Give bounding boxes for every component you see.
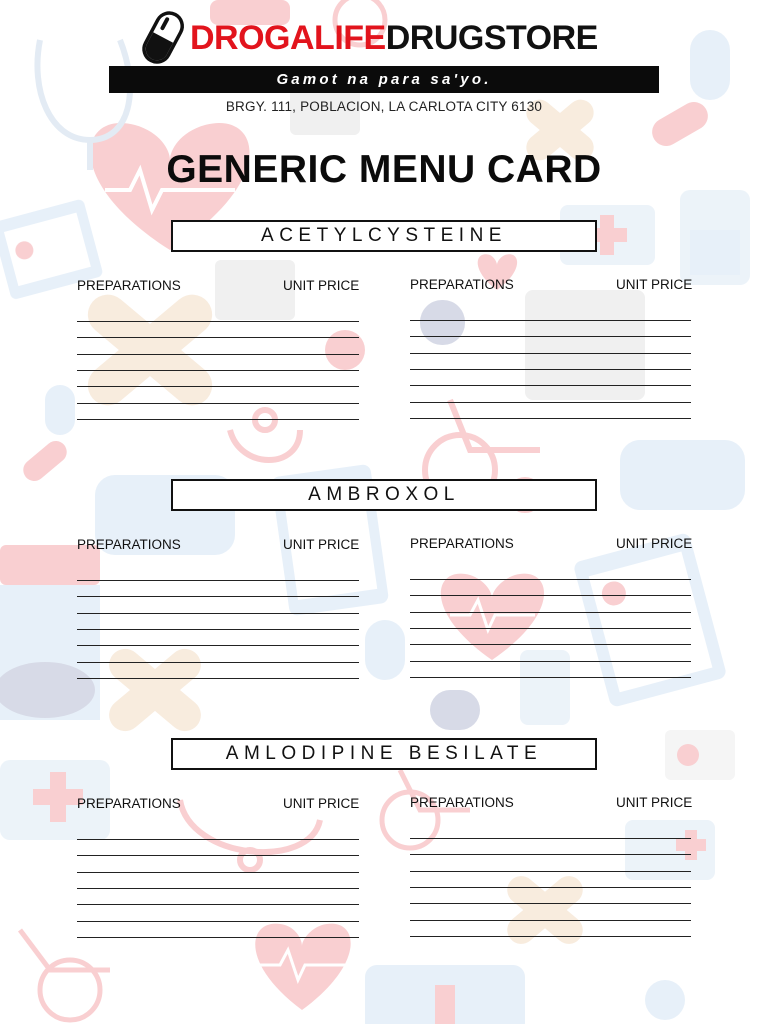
entry-line [77,645,359,646]
entry-line [77,872,359,873]
entry-line [410,369,691,370]
entry-line [77,904,359,905]
entry-line [77,839,359,840]
generic-name: AMBROXOL [308,484,460,505]
generic-name: ACETYLCYSTEINE [261,225,507,246]
entry-line [410,320,691,321]
entry-line [410,595,691,596]
entry-line [77,354,359,355]
generic-name: AMLODIPINE BESILATE [225,743,543,764]
entry-line [410,854,691,855]
entry-line [77,855,359,856]
tagline-bar [109,66,659,93]
entry-line [410,402,691,403]
brand-name-black: DRUGSTORE [385,19,598,57]
entry-line [410,871,691,872]
entry-line [410,418,691,419]
entry-line [410,677,691,678]
capsule-logo-icon [140,9,188,67]
generic-name-box [171,479,597,511]
entry-line [410,920,691,921]
unit-price-header: UNIT PRICE [283,796,360,811]
preparations-header: PREPARATIONS [77,278,181,293]
entry-line [410,353,691,354]
entry-line [410,612,691,613]
entry-line [77,613,359,614]
unit-price-header: UNIT PRICE [283,278,360,293]
preparations-header: PREPARATIONS [410,795,514,810]
entry-line [77,580,359,581]
entry-line [410,644,691,645]
entry-line [77,337,359,338]
entry-line [77,888,359,889]
store-address: BRGY. 111, POBLACION, LA CARLOTA CITY 6130 [225,99,543,114]
preparations-header: PREPARATIONS [77,537,181,552]
brand-name-red: DROGALIFE [190,19,386,57]
entry-line [77,921,359,922]
entry-line [77,321,359,322]
brand-logo [140,8,598,68]
entry-line [77,662,359,663]
entry-line [410,385,691,386]
entry-line [77,419,359,420]
entry-line [410,661,691,662]
unit-price-header: UNIT PRICE [616,795,693,810]
entry-line [410,838,691,839]
entry-line [410,628,691,629]
unit-price-header: UNIT PRICE [616,277,693,292]
preparations-header: PREPARATIONS [77,796,181,811]
page-title: GENERIC MENU CARD [166,148,602,191]
entry-line [77,629,359,630]
entry-line [410,936,691,937]
tagline: Gamot na para sa'yo. [276,71,492,88]
unit-price-header: UNIT PRICE [616,536,693,551]
entry-line [77,937,359,938]
entry-line [77,403,359,404]
entry-line [77,678,359,679]
entry-line [77,370,359,371]
entry-line [77,386,359,387]
entry-line [410,336,691,337]
entry-line [77,596,359,597]
entry-line [410,579,691,580]
preparations-header: PREPARATIONS [410,536,514,551]
entry-line [410,903,691,904]
generic-name-box [171,738,597,770]
generic-name-box [171,220,597,252]
unit-price-header: UNIT PRICE [283,537,360,552]
preparations-header: PREPARATIONS [410,277,514,292]
entry-line [410,887,691,888]
